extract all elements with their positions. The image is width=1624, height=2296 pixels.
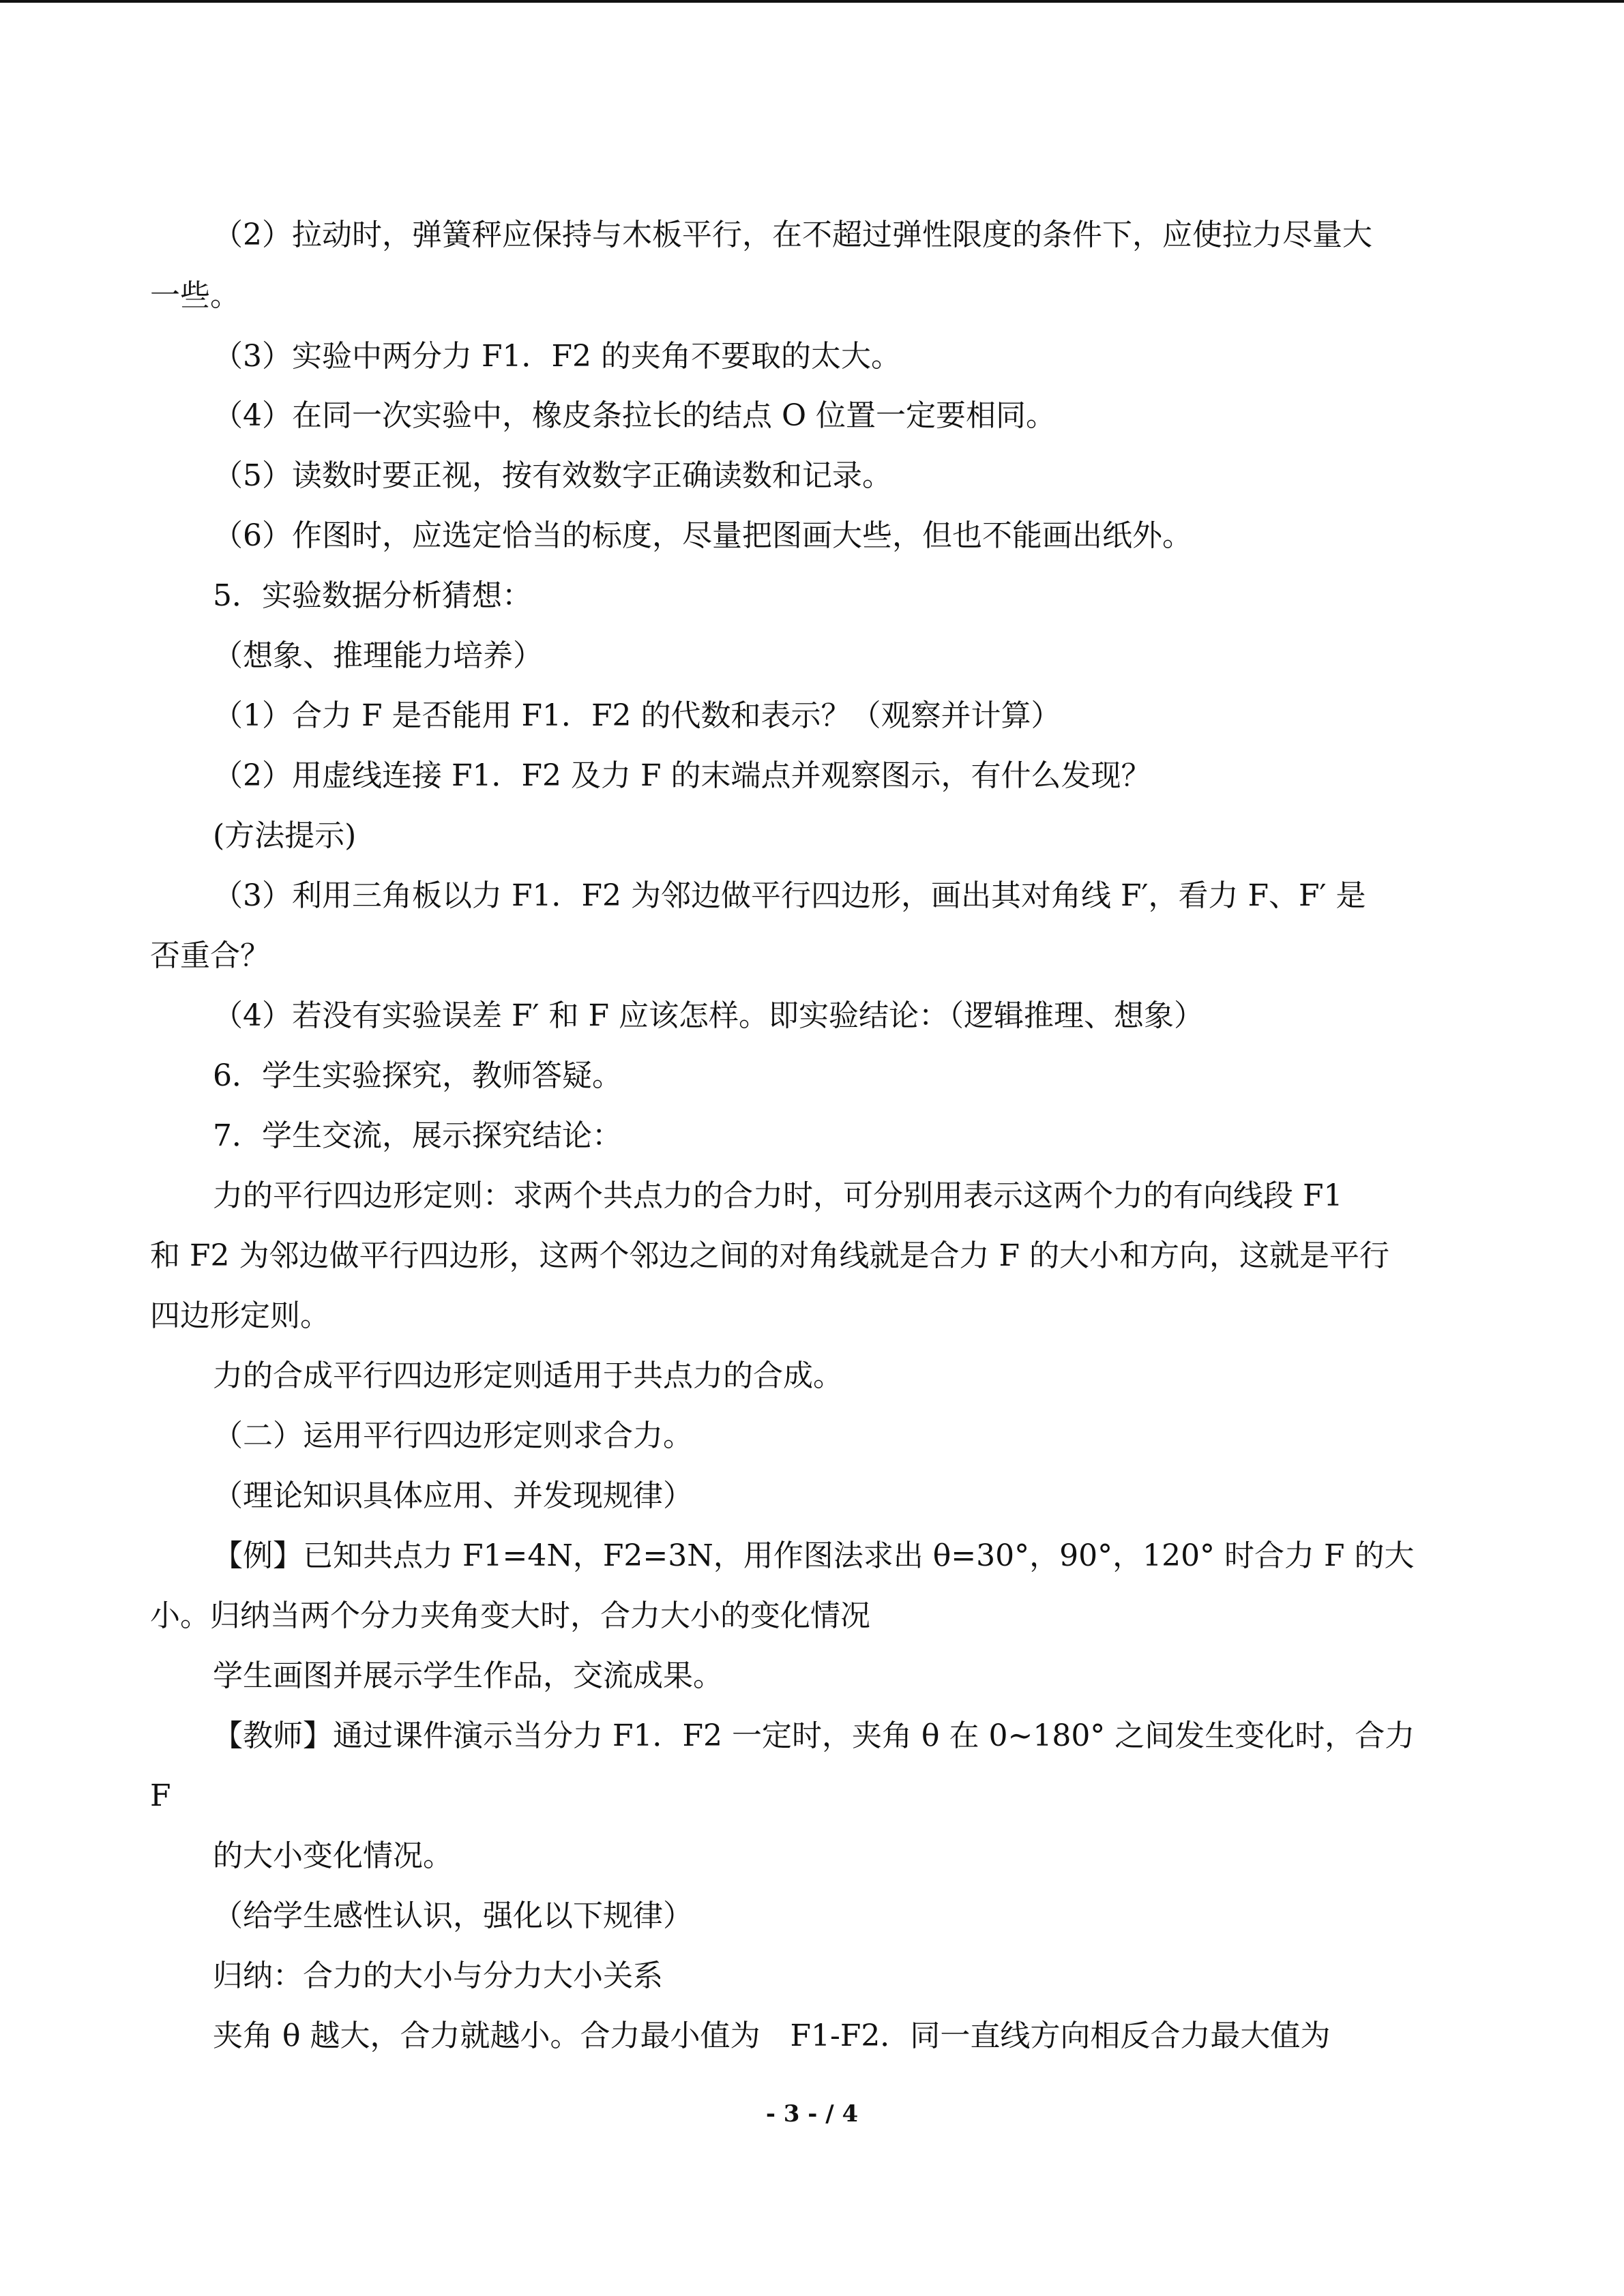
section-heading: 6．学生实验探究，教师答疑。 <box>213 1058 622 1093</box>
text-line: 学生画图并展示学生作品，交流成果。 <box>213 1658 723 1693</box>
text-line: 归纳：合力的大小与分力大小关系 <box>213 1958 663 1993</box>
text-line: （给学生感性认识，强化以下规律） <box>213 1898 693 1933</box>
text-line: 和 F2 为邻边做平行四边形，这两个邻边之间的对角线就是合力 F 的大小和方向，这就是平行 <box>150 1238 1389 1273</box>
text-line: 一些。 <box>150 278 240 313</box>
text-line: F <box>150 1778 171 1813</box>
text-line: 否重合？ <box>150 938 270 973</box>
text-line: 夹角 θ 越大，合力就越小。合力最小值为 F1-F2．同一直线方向相反合力最大值为 <box>213 2018 1331 2053</box>
text-line: 的大小变化情况。 <box>213 1838 453 1873</box>
text-line: （4）若没有实验误差 F′ 和 F 应该怎样。即实验结论：（逻辑推理、想象） <box>213 998 1204 1033</box>
text-line: 【例】已知共点力 F1=4N，F2=3N，用作图法求出 θ=30°，90°，120° 时合力 F 的大 <box>213 1538 1415 1573</box>
text-line: 力的平行四边形定则：求两个共点力的合力时，可分别用表示这两个力的有向线段 F1 <box>213 1178 1343 1213</box>
text-line: （4）在同一次实验中，橡皮条拉长的结点 O 位置一定要相同。 <box>213 398 1057 433</box>
section-heading: 5．实验数据分析猜想： <box>213 578 532 613</box>
page-number: - 3 - / 4 <box>765 2100 859 2128</box>
text-line: （2）拉动时，弹簧秤应保持与木板平行，在不超过弹性限度的条件下，应使拉力尽量大 <box>213 218 1372 252</box>
text-line: （6）作图时，应选定恰当的标度，尽量把图画大些，但也不能画出纸外。 <box>213 518 1192 553</box>
text-line: （5）读数时要正视，按有效数字正确读数和记录。 <box>213 458 892 493</box>
text-line: （理论知识具体应用、并发现规律） <box>213 1478 693 1513</box>
section-heading: （二）运用平行四边形定则求合力。 <box>213 1418 693 1453</box>
text-line: （3）实验中两分力 F1．F2 的夹角不要取的太大。 <box>213 339 902 374</box>
section-heading: 7．学生交流，展示探究结论： <box>213 1118 622 1153</box>
text-line: 小。归纳当两个分力夹角变大时，合力大小的变化情况 <box>150 1598 870 1633</box>
text-line: 力的合成平行四边形定则适用于共点力的合成。 <box>213 1358 843 1393</box>
text-line: 四边形定则。 <box>150 1298 330 1333</box>
text-line: (方法提示) <box>213 818 357 853</box>
text-line: （想象、推理能力培养） <box>213 638 543 673</box>
text-line: 【教师】通过课件演示当分力 F1．F2 一定时，夹角 θ 在 0~180° 之间发生变化时，合力 <box>213 1718 1415 1753</box>
text-line: （2）用虚线连接 F1．F2 及力 F 的末端点并观察图示，有什么发现？ <box>213 758 1151 793</box>
text-line: （1）合力 F 是否能用 F1．F2 的代数和表示？（观察并计算） <box>213 698 1061 733</box>
text-line: （3）利用三角板以力 F1．F2 为邻边做平行四边形，画出其对角线 F′，看力 F、F′ 是 <box>213 878 1366 913</box>
